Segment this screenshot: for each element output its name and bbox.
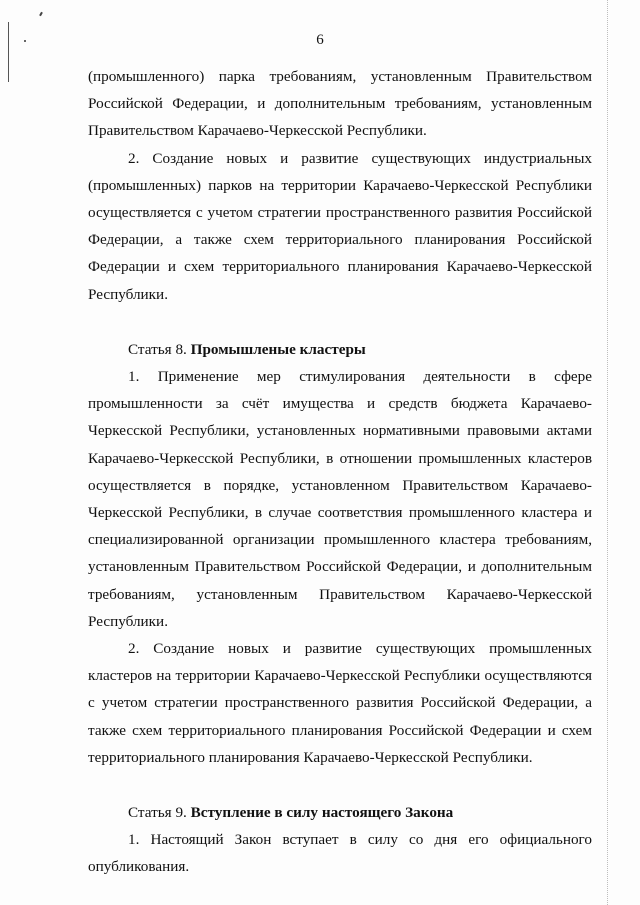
article-9-heading [88,799,592,826]
spacer [88,771,592,799]
scan-artifact-left-edge [8,22,9,82]
page-number: 6 [316,32,324,48]
article-9-title: Вступление в силу настоящего Закона [190,804,454,822]
scan-artifact-right-edge [607,0,608,905]
paragraph-clusters-1: 1. Применение мер стимулирования деятельности в сфере промышленности за счёт имущества и средств бюджета Карачаево-Черкесской Республики, установленных нормативными правовыми актами Карачаево-Черкесской Республики, в отношении промышленных кластеров осуществляется в порядке, установленном Правительством Карачаево-Черкесской Республики, в случае соответствия промышленного кластера и специализированной организации промышленного кластера требованиям, установленным Правительством Российской Федерации, и дополнительным требованиям, установленным Правительством Карачаево-Черкесской Республики. [88,368,592,630]
article-8-prefix: Статья 8. [128,340,191,358]
paragraph-clusters-2: 2. Создание новых и развитие существующих промышленных кластеров на территории Карачаево-Черкесской Республики осуществляются с учетом стратегии пространственного развития Российской Федерации, а также схем территориального планирования Российской Федерации и схем территориального планирования Карачаево-Черкесской Республики. [88,640,592,766]
paragraph-continuation: (промышленного) парка требованиям, установленным Правительством Российской Федерации, и дополнительным требованиям, установленным Правительством Карачаево-Черкесской Республики. [88,68,592,140]
article-8-title: Промышленые кластеры [190,340,366,358]
spacer [88,308,592,336]
article-9-prefix: Статья 9. [128,804,191,822]
article-8-heading [88,336,592,363]
scan-artifact-mark [39,12,43,16]
paragraph-entry-into-force: 1. Настоящий Закон вступает в силу со дня его официального опубликования. [88,831,592,876]
paragraph-parks-2: 2. Создание новых и развитие существующих индустриальных (промышленных) парков на территории Карачаево-Черкесской Республики осуществляется с учетом стратегии пространственного развития Российской Федерации, а также схем территориального планирования Российской Федерации и схем территориального планирования Карачаево-Черкесской Республики. [88,149,592,303]
document-body [88,63,592,881]
